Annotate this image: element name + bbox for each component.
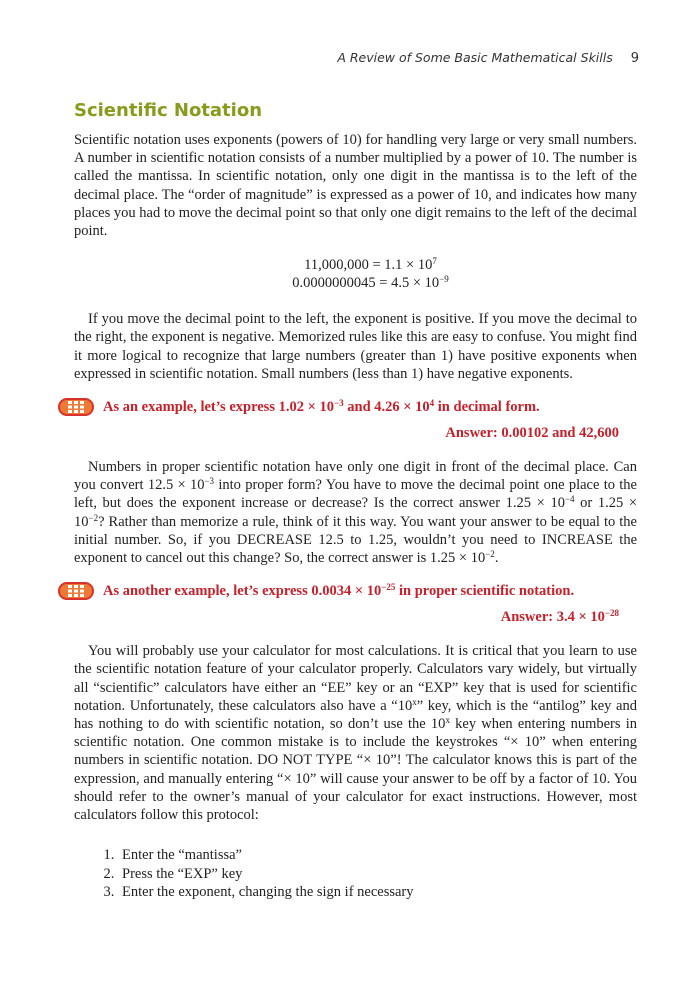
equation-row: $0.0000000045 = 4.5 \times 10^{-9}$	[292, 274, 449, 292]
example-2-answer	[74, 609, 619, 626]
running-head	[337, 50, 639, 66]
list-item: 3. Enter the exponent, changing the sign if necessary	[118, 883, 637, 901]
exponent-sign-paragraph: If you move the decimal point to the left, the exponent is positive. If you move the decimal to the right, the exponent is negative. Memorized rules like this are easy to confuse. You might find it more logical to recognize that large numbers (greater than 1) have positive exponents when expressed in scientific notation. Small numbers (less than 1) have negative exponents.	[74, 311, 637, 382]
exponent: −2	[88, 512, 99, 523]
example-1-text: and 4.26 × 10	[343, 399, 430, 416]
paragraph-text: .	[494, 550, 499, 567]
paragraph-text: ? Rather than memorize a rule, think of it this way. You want your answer to be equal to the initial number. So, if you DECREASE 12.5 to 1.25, wouldn’t you need to INCREASE the exponent to cancel out this change? So, the correct answer is 1.25 × 10	[74, 513, 637, 567]
paragraph-text: into proper form? You have to move the decimal point one place to the left, but does the exponent increase or decrease? Is the correct answer 1.25 × 10	[74, 477, 637, 512]
paragraph-text: or 1.25 × 10	[74, 495, 637, 530]
equation-lhs: 11,000,000	[304, 257, 369, 274]
equation-mantissa: 4.5	[391, 275, 410, 292]
example-2-exponent: −25	[381, 582, 396, 593]
example-2-text: As another example, let’s express 0.0034 × 10	[103, 583, 382, 600]
example-2-prompt	[103, 583, 574, 600]
equation-row: $11,000,000 = 1.1 \times 10^7$	[304, 256, 437, 274]
exponent: −2	[485, 549, 495, 560]
example-1-text: As an example, let’s express 1.02 × 10	[103, 399, 334, 416]
running-head-title: A Review of Some Basic Mathematical Skills	[337, 50, 613, 65]
intro-paragraph: Scientific notation uses exponents (powers of 10) for handling very large or very small numbers. A number in scientific notation consists of a number multiplied by a power of 10. The number is called the mantissa. In scientific notation, only one digit in the mantissa is to the left of the decimal place. The “order of magnitude” is expressed as a power of 10, and indicates how many places you had to move the decimal point so that only one digit remains to the left of the decimal point.	[74, 132, 637, 240]
paragraph-text: key when entering numbers in scientific notation. One common mistake is to include the keystrokes “× 10” when entering numbers in scientific notation. DO NOT TYPE “× 10”! The calculator knows this is part of the expression, and manually entering “× 10” will cause your answer to be off by a factor of 10. You should refer to the owner’s manual of your calculator for exact instructions. However, most calculators follow this protocol:	[74, 716, 637, 824]
list-item: 1. Enter the “mantissa”	[118, 846, 637, 864]
exponent: x	[412, 696, 417, 707]
exponent: x	[445, 715, 450, 726]
equation-exponent: −9	[439, 274, 449, 285]
exponent: −3	[204, 476, 215, 487]
example-1-text: in decimal form.	[434, 399, 540, 416]
page-content	[74, 100, 637, 901]
paragraph-text: You will probably use your calculator for most calculations. It is critical that you learn to use the scientific notation feature of your calculator properly. Calculators vary widely, but virtually all “scientific” calculators have either an “EE” key or an “EXP” key that is used for scientific notation. Unfortunately, these calculators also have a “10	[74, 643, 637, 714]
example-2-text: in proper scientific notation.	[395, 583, 575, 600]
example-2-answer-text: Answer: 3.4 × 10	[500, 609, 605, 626]
example-1-exponent: −3	[333, 398, 344, 409]
exponent: −4	[564, 494, 575, 505]
calculator-keys-icon	[58, 582, 94, 600]
example-1	[74, 399, 637, 419]
example-1-exponent: 4	[429, 398, 435, 409]
example-2-answer-exponent: −28	[604, 608, 619, 619]
proper-form-paragraph	[74, 458, 637, 567]
equation-mantissa: 1.1	[384, 257, 403, 274]
example-1-answer: Answer: 0.00102 and 42,600	[445, 425, 619, 442]
section-title: Scientific Notation	[74, 100, 263, 121]
calculator-steps-list	[74, 846, 637, 901]
equations-block	[74, 256, 637, 292]
page-number: 9	[630, 51, 639, 66]
equation-exponent: 7	[432, 256, 437, 267]
calculator-paragraph	[74, 642, 637, 824]
equation-lhs: 0.0000000045	[292, 275, 376, 292]
paragraph-text: Numbers in proper scientific notation have only one digit in front of the decimal place. Can you convert 12.5 × 10	[74, 459, 637, 494]
example-2	[74, 583, 637, 603]
calculator-keys-icon	[58, 398, 94, 416]
example-1-prompt	[103, 399, 540, 416]
paragraph-text: ” key, which is the “antilog” key and has nothing to do with scientific notation, so don’t use the 10	[74, 697, 637, 733]
list-item: 2. Press the “EXP” key	[118, 865, 637, 883]
